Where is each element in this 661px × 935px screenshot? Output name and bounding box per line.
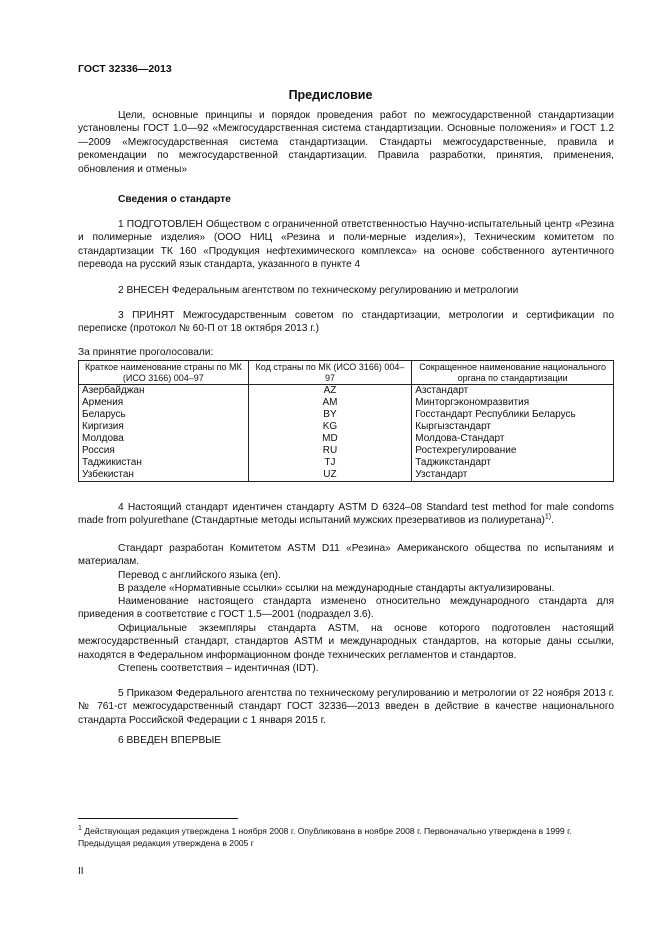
country-cell: Армения: [79, 397, 249, 409]
paragraph-6: 6 ВВЕДЕН ВПЕРВЫЕ: [118, 735, 222, 746]
paragraph-4c: В разделе «Нормативные ссылки» ссылки на международные стандарты актуализированы.: [118, 583, 555, 594]
table-row: [79, 433, 614, 445]
paragraph-1: 1 ПОДГОТОВЛЕН Обществом с ограниченной ответственностью Научно-испытательный центр «Резина и полимерные изделия» (ООО НИЦ «Резина и поли-мерные изделия»), Техническим комитетом по стандартизации ТК 160 «Продукция нефтехимического комплекса» на основе собственного аутентичного перевода на русский язык стандарта, указанного в пункте 4: [78, 219, 614, 271]
table-row: [79, 385, 614, 398]
country-cell: Киргизия: [79, 421, 249, 433]
table-header-row: [79, 361, 614, 385]
paragraph-4f: Степень соответствия – идентичная (IDT).: [118, 663, 319, 674]
body-cell: Таджикстандарт: [412, 457, 614, 469]
body-cell: Молдова-Стандарт: [412, 433, 614, 445]
paragraph-4b: Перевод с английского языка (en).: [118, 570, 281, 581]
paragraph-5: 5 Приказом Федерального агентства по техническому регулированию и метрологии от 22 ноября 2013 г. № 761-ст межгосударственный стандарт ГОСТ 32336—2013 введен в действие в качестве национального стандарта Российской Федерации с 1 января 2015 г.: [78, 688, 614, 726]
paragraph-4d: Наименование настоящего стандарта изменено относительно международного стандарта для приведения в соответствие с ГОСТ 1.5—2001 (подраздел 3.6).: [78, 596, 614, 621]
paragraph-4e: Официальные экземпляры стандарта ASTM, на основе которого подготовлен настоящий межгосударственный стандарт, стандартов ASTM и международных стандартов, на которые даны ссылки, находятся в Федеральном информационном фонде технических регламентов и стандартов.: [78, 623, 614, 661]
body-cell: Госстандарт Республики Беларусь: [412, 409, 614, 421]
country-cell: Россия: [79, 445, 249, 457]
header-body: Сокращенное наименование национального органа по стандартизации: [412, 361, 614, 385]
body-cell: Ростехрегулирование: [412, 445, 614, 457]
paragraph-2: 2 ВНЕСЕН Федеральным агентством по техническому регулированию и метрологии: [118, 285, 519, 296]
table-row: [79, 409, 614, 421]
header-country: Краткое наименование страны по МК (ИСО 3166) 004–97: [79, 361, 249, 385]
code-cell: UZ: [248, 469, 412, 482]
country-cell: Азербайджан: [79, 385, 249, 398]
vote-table: [78, 360, 614, 482]
code-cell: RU: [248, 445, 412, 457]
code-cell: BY: [248, 409, 412, 421]
footnote-reference: 1): [544, 514, 552, 522]
page-title: Предисловие: [288, 88, 373, 102]
paragraph-4-end: .: [551, 515, 554, 527]
code-cell: AZ: [248, 385, 412, 398]
footnote-divider: [78, 818, 238, 819]
country-cell: Узбекистан: [79, 469, 249, 482]
header-code: Код страны по МК (ИСО 3166) 004–97: [248, 361, 412, 385]
code-cell: TJ: [248, 457, 412, 469]
body-cell: Азстандарт: [412, 385, 614, 398]
table-row: [79, 445, 614, 457]
body-cell: Минторгэкономразвития: [412, 397, 614, 409]
paragraph-4a: Стандарт разработан Комитетом ASTM D11 «Резина» Американского общества по испытаниям и материалам.: [78, 543, 614, 568]
body-cell: Кыргызстандарт: [412, 421, 614, 433]
vote-label: За принятие проголосовали:: [78, 347, 214, 358]
intro-paragraph: Цели, основные принципы и порядок проведения работ по межгосударственной стандартизации установлены ГОСТ 1.0—92 «Межгосударственная система стандартизации. Основные положения» и ГОСТ 1.2—2009 «Межгосударственная система стандартизации. Стандарты межгосударственные, правила и рекомендации по межгосударственной стандартизации. Правила разработки, принятия, применения, обновления и отмены»: [78, 110, 614, 175]
document-header: ГОСТ 32336—2013: [78, 63, 172, 75]
country-cell: Молдова: [79, 433, 249, 445]
paragraph-4: [78, 501, 614, 528]
paragraph-3: 3 ПРИНЯТ Межгосударственным советом по стандартизации, метрологии и сертификации по переписке (протокол № 60-П от 18 октября 2013 г.): [78, 310, 614, 335]
footnote-text: Действующая редакция утверждена 1 ноября 2008 г. Опубликована в ноябре 2008 г. Первоначально утверждена в 1999 г. Предыдущая редакция утверждена в 2005 г: [78, 826, 572, 848]
info-heading: Сведения о стандарте: [118, 194, 231, 205]
table-row: [79, 469, 614, 482]
code-cell: MD: [248, 433, 412, 445]
country-cell: Таджикистан: [79, 457, 249, 469]
footnote-mark: 1: [78, 825, 82, 833]
table-row: [79, 421, 614, 433]
code-cell: AM: [248, 397, 412, 409]
paragraph-4-text: 4 Настоящий стандарт идентичен стандарту ASTM D 6324–08 Standard test method for male condoms made from polyurethane (Стандартные методы испытаний мужских презервативов из полиуретана): [78, 502, 614, 527]
code-cell: KG: [248, 421, 412, 433]
table-row: [79, 457, 614, 469]
body-cell: Узстандарт: [412, 469, 614, 482]
page-number: II: [78, 866, 84, 877]
footnote: [78, 826, 614, 849]
table-row: [79, 397, 614, 409]
country-cell: Беларусь: [79, 409, 249, 421]
